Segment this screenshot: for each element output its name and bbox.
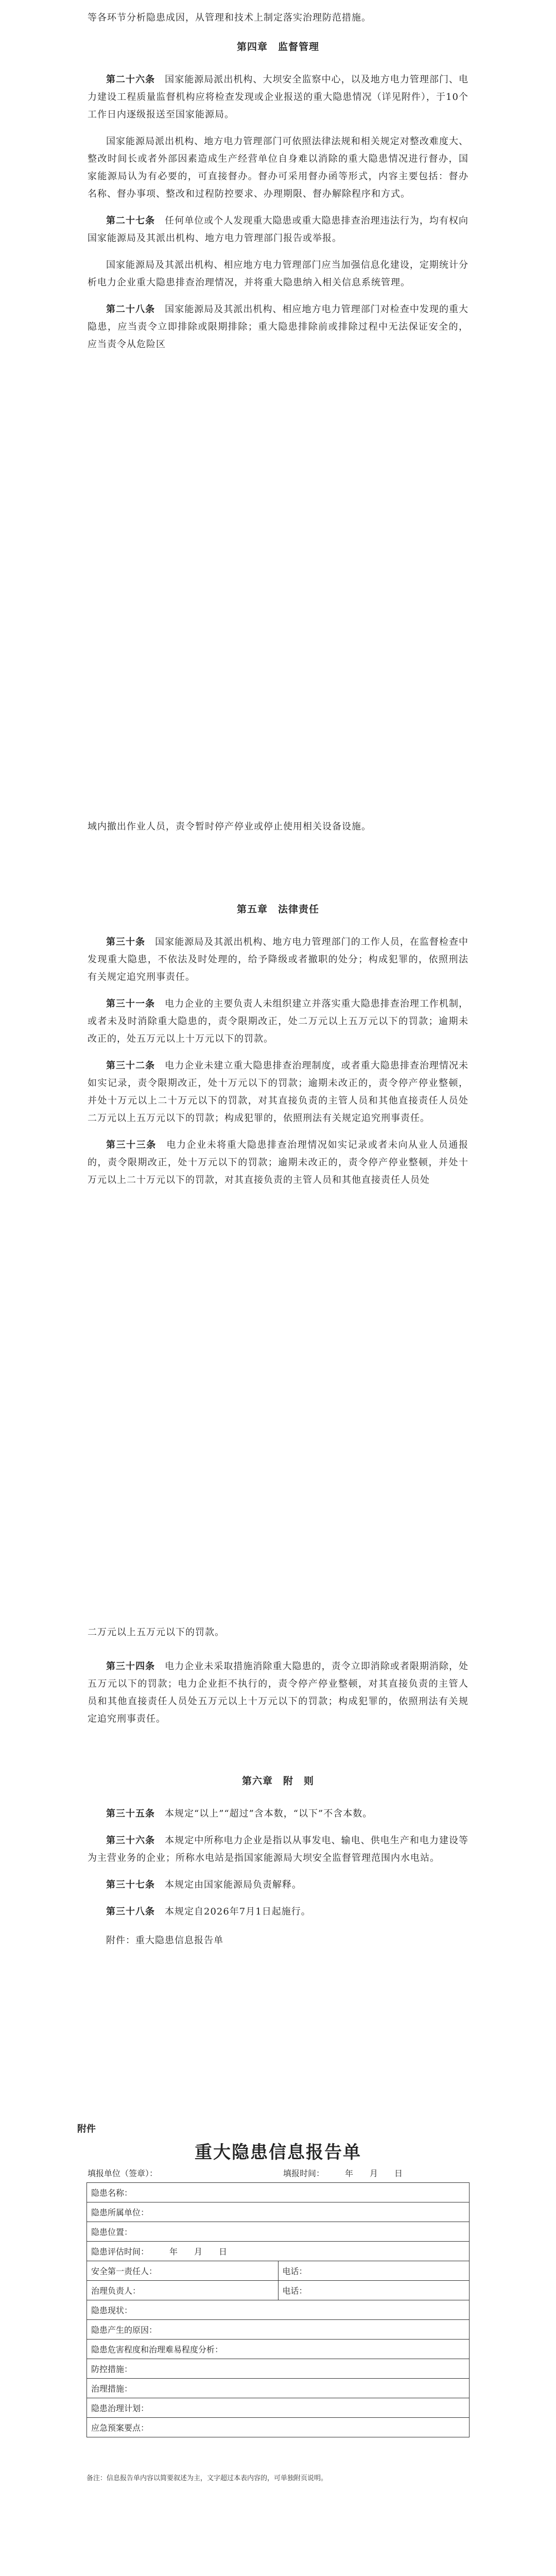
article-27-number: 第二十七条: [106, 215, 155, 226]
form-title: 重大隐患信息报告单: [195, 2142, 361, 2163]
article-28-continuation: 域内撤出作业人员，责令暂时停产停业或停止使用相关设备设施。: [88, 821, 371, 832]
fill-date-label: 填报时间： 年 月 日: [283, 2168, 403, 2178]
table-row: [87, 2340, 470, 2359]
opening-line: 等各环节分析隐患成因，从管理和技术上制定落实治理防范措施。: [88, 12, 371, 23]
article-31-number: 第三十一条: [106, 998, 155, 1009]
table-row: [87, 2359, 470, 2379]
article-33-text: 电力企业未将重大隐患排查治理情况如实记录或者未向从业人员通报的，责令限期改正，处十万元以下的罚款；逾期未改正的，责令停产停业整顿，并处十万元以上二十万元以下的罚款，对其直接负责的主管人员和其他直接责任人员处: [88, 1140, 469, 1185]
article-27-text: 任何单位或个人发现重大隐患或重大隐患排查治理违法行为，均有权向国家能源局及其派出机构、地方电力管理部门报告或举报。: [88, 215, 469, 244]
article-36-text: 本规定中所称电力企业是指以从事发电、输电、供电生产和电力建设等为主营业务的企业；所称水电站是指国家能源局大坝安全监督管理范围内水电站。: [88, 1835, 469, 1863]
table-row: [87, 2183, 470, 2202]
table-row: [87, 2222, 470, 2242]
article-28: [88, 301, 468, 353]
table-row: [87, 2300, 470, 2320]
table-row: [87, 2281, 470, 2300]
phone1-cell[interactable]: 电话：: [278, 2261, 470, 2281]
phone2-cell[interactable]: 电话：: [278, 2281, 470, 2300]
eval-time-cell[interactable]: 隐患评估时间： 年 月 日: [87, 2242, 470, 2261]
article-33: [88, 1137, 468, 1189]
article-34-text: 电力企业未采取措施消除重大隐患的，责令立即消除或者限期消除，处五万元以下的罚款；电力企业拒不执行的，责令停产停业整顿，对其直接负责的主管人员和其他直接责任人员处五万元以上十万元以下的罚款；构成犯罪的，依照刑法有关规定追究刑事责任。: [88, 1661, 469, 1724]
article-26-para2: 国家能源局派出机构、地方电力管理部门可依照法律法规和相关规定对整改难度大、整改时间长或者外部因素造成生产经营单位自身难以消除的重大隐患情况进行督办，国家能源局认为有必要的，可直接督办。督办可采用督办函等形式，内容主要包括：督办名称、督办事项、整改和过程防控要求、办理期限、督办解除程序和方式。: [88, 136, 468, 199]
form-footnote: 备注：信息报告单内容以简要叙述为主，文字超过本表内容的，可单独附页说明。: [86, 2475, 328, 2482]
attachment-line: 附件：重大隐患信息报告单: [106, 1935, 223, 1946]
chapter5-title: 第五章 法律责任: [236, 904, 319, 915]
article-27: [88, 212, 468, 247]
article-32-text: 电力企业未建立重大隐患排查治理制度，或者重大隐患排查治理情况未如实记录，责令限期改正，处十万元以下的罚款；逾期未改正的，责令停产停业整顿，并处十万元以上二十万元以下的罚款，对其直接负责的主管人员和其他直接责任人员处二万元以上五万元以下的罚款；构成犯罪的，依照刑法有关规定追究刑事责任。: [88, 1060, 469, 1124]
table-row: [87, 2320, 470, 2340]
table-row: [87, 2261, 470, 2281]
article-38-text: 本规定自2026年7月1日起施行。: [165, 1906, 311, 1917]
article-36: [88, 1832, 468, 1867]
article-34-block: [88, 1649, 468, 1731]
article-38-number: 第三十八条: [106, 1906, 155, 1917]
cause-cell[interactable]: 隐患产生的原因：: [87, 2320, 470, 2340]
table-row: [87, 2418, 470, 2437]
chapter4-title: 第四章 监督管理: [236, 41, 319, 53]
chapter4-body: [88, 62, 468, 357]
hazard-location-cell[interactable]: 隐患位置：: [87, 2222, 470, 2242]
emergency-cell[interactable]: 应急预案要点：: [87, 2418, 470, 2437]
article-37-number: 第三十七条: [106, 1879, 155, 1890]
article-26-number: 第二十六条: [106, 74, 155, 85]
article-38: [88, 1903, 468, 1921]
chapter6-title: 第六章 附 则: [241, 1775, 314, 1787]
article-32: [88, 1057, 468, 1127]
article-35-number: 第三十五条: [106, 1808, 155, 1819]
article-37: [88, 1876, 468, 1894]
table-row: [87, 2242, 470, 2261]
article-31-text: 电力企业的主要负责人未组织建立并落实重大隐患排查治理工作机制，或者未及时消除重大隐患的，责令限期改正，处二万元以上五万元以下的罚款；逾期未改正的，处五万元以上十万元以下的罚款。: [88, 998, 469, 1044]
hazard-report-table: [86, 2182, 470, 2437]
remedy-leader-cell[interactable]: 治理负责人：: [87, 2281, 279, 2300]
status-cell[interactable]: 隐患现状：: [87, 2300, 470, 2320]
attachment-label: 附件: [77, 2124, 96, 2134]
article-35: [88, 1805, 468, 1823]
article-31: [88, 995, 468, 1048]
table-row: [87, 2379, 470, 2398]
reporting-unit-label: 填报单位（签章）：: [88, 2168, 158, 2178]
article-35-text: 本规定“以上”“超过”含本数，“以下”不含本数。: [165, 1808, 373, 1819]
article-26: [88, 71, 468, 124]
chapter6-body: [88, 1796, 468, 1953]
article-30: [88, 934, 468, 986]
article-30-text: 国家能源局及其派出机构、地方电力管理部门的工作人员，在监督检查中发现重大隐患，不依法及时处理的，给予降级或者撤职的处分；构成犯罪的，依照刑法有关规定追究刑事责任。: [88, 937, 469, 982]
measures-cell[interactable]: 治理措施：: [87, 2379, 470, 2398]
safety-leader-cell[interactable]: 安全第一责任人：: [87, 2261, 279, 2281]
article-34: [88, 1658, 468, 1728]
article-33-number: 第三十三条: [106, 1140, 157, 1150]
plan-cell[interactable]: 隐患治理计划：: [87, 2398, 470, 2418]
article-34-number: 第三十四条: [106, 1661, 155, 1672]
hazard-unit-cell[interactable]: 隐患所属单位：: [87, 2202, 470, 2222]
article-37-text: 本规定由国家能源局负责解释。: [165, 1879, 302, 1890]
article-26-text: 国家能源局派出机构、大坝安全监察中心，以及地方电力管理部门、电力建设工程质量监督机构应将检查发现或企业报送的重大隐患情况（详见附件），于10个工作日内逐级报送至国家能源局。: [88, 74, 469, 120]
article-30-number: 第三十条: [106, 937, 146, 947]
prevention-cell[interactable]: 防控措施：: [87, 2359, 470, 2379]
table-row: [87, 2398, 470, 2418]
article-33-continuation: 二万元以上五万元以下的罚款。: [88, 1627, 224, 1638]
article-32-number: 第三十二条: [106, 1060, 155, 1071]
article-36-number: 第三十六条: [106, 1835, 155, 1846]
article-28-text: 国家能源局及其派出机构、相应地方电力管理部门对检查中发现的重大隐患，应当责令立即排除或限期排除；重大隐患排除前或排除过程中无法保证安全的，应当责令从危险区: [88, 304, 469, 350]
article-27-para2: 国家能源局及其派出机构、相应地方电力管理部门应当加强信息化建设，定期统计分析电力企业重大隐患排查治理情况，并将重大隐患纳入相关信息系统管理。: [88, 260, 468, 288]
chapter5-body: [88, 924, 468, 1192]
hazard-name-cell[interactable]: 隐患名称：: [87, 2183, 470, 2202]
article-28-number: 第二十八条: [106, 304, 155, 315]
damage-cell[interactable]: 隐患危害程度和治理难易程度分析：: [87, 2340, 470, 2359]
form-meta: [88, 2167, 468, 2179]
table-row: [87, 2202, 470, 2222]
